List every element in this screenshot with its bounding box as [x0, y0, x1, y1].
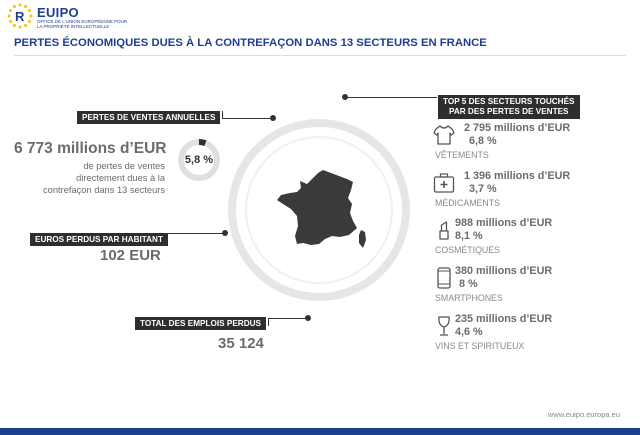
connector-line: [268, 318, 308, 319]
sector-name: COSMÉTIQUES: [435, 245, 501, 255]
sector-amount: 235 millions d’EUR: [455, 313, 553, 325]
svg-text:R: R: [15, 9, 25, 24]
sector-percent: 8,1 %: [455, 230, 483, 242]
sector-percent: 4,6 %: [455, 326, 483, 338]
center-map-graphic: [227, 118, 411, 302]
title-divider: [14, 55, 626, 56]
logo-name: EUIPO: [37, 5, 79, 20]
tshirt-icon: [433, 124, 455, 146]
connector-line: [222, 111, 223, 119]
per-capita-amount: 102 EUR: [100, 247, 161, 264]
sector-amount: 380 millions d’EUR: [455, 265, 553, 277]
sector-name: SMARTPHONES: [435, 293, 503, 303]
jobs-label: TOTAL DES EMPLOIS PERDUS: [135, 317, 266, 330]
connector-dot: [342, 94, 348, 100]
connector-line: [345, 97, 437, 98]
sector-name: VÊTEMENTS: [435, 150, 489, 160]
sector-amount: 988 millions d’EUR: [455, 217, 553, 229]
logo-subtitle: OFFICE DE L'UNION EUROPÉENNE POUR LA PROPRIÉTÉ INTELLECTUELLE: [37, 19, 128, 29]
sector-percent: 3,7 %: [469, 183, 497, 195]
sector-percent: 6,8 %: [469, 135, 497, 147]
donut-fill: [199, 142, 205, 143]
connector-line: [165, 233, 225, 234]
sector-amount: 2 795 millions d’EUR: [464, 122, 571, 134]
annual-sales-loss-percent: 5,8 %: [184, 154, 214, 166]
connector-dot: [270, 115, 276, 121]
per-capita-label: EUROS PERDUS PAR HABITANT: [30, 233, 168, 246]
annual-sales-loss-description: de pertes de ventes directement dues à la contrefaçon dans 13 secteurs: [43, 161, 165, 195]
sector-name: MÉDICAMENTS: [435, 198, 501, 208]
page-title: PERTES ÉCONOMIQUES DUES À LA CONTREFAÇON DANS 13 SECTEURS EN FRANCE: [14, 37, 487, 49]
footer-bar: [0, 428, 640, 435]
annual-sales-loss-label: PERTES DE VENTES ANNUELLES: [77, 111, 220, 124]
connector-dot: [222, 230, 228, 236]
top-sectors-label: TOP 5 DES SECTEURS TOUCHÉS PAR DES PERTES DE VENTES: [438, 95, 580, 119]
connector-line: [222, 118, 272, 119]
sector-name: VINS ET SPIRITUEUX: [435, 341, 525, 351]
wine-glass-icon: [433, 315, 455, 337]
euipo-logo: [6, 2, 130, 32]
connector-line: [165, 233, 166, 242]
annual-sales-loss-amount: 6 773 millions d’EUR: [14, 140, 167, 157]
footer-url[interactable]: www.euipo.europa.eu: [547, 410, 620, 419]
connector-line: [268, 318, 269, 326]
smartphone-icon: [433, 267, 455, 289]
lipstick-icon: [433, 219, 455, 241]
sector-amount: 1 396 millions d’EUR: [464, 170, 571, 182]
sector-percent: 8 %: [459, 278, 478, 290]
medical-kit-icon: [433, 172, 455, 194]
connector-dot: [305, 315, 311, 321]
eu-stars-logo-icon: [6, 2, 34, 30]
jobs-amount: 35 124: [218, 335, 264, 352]
